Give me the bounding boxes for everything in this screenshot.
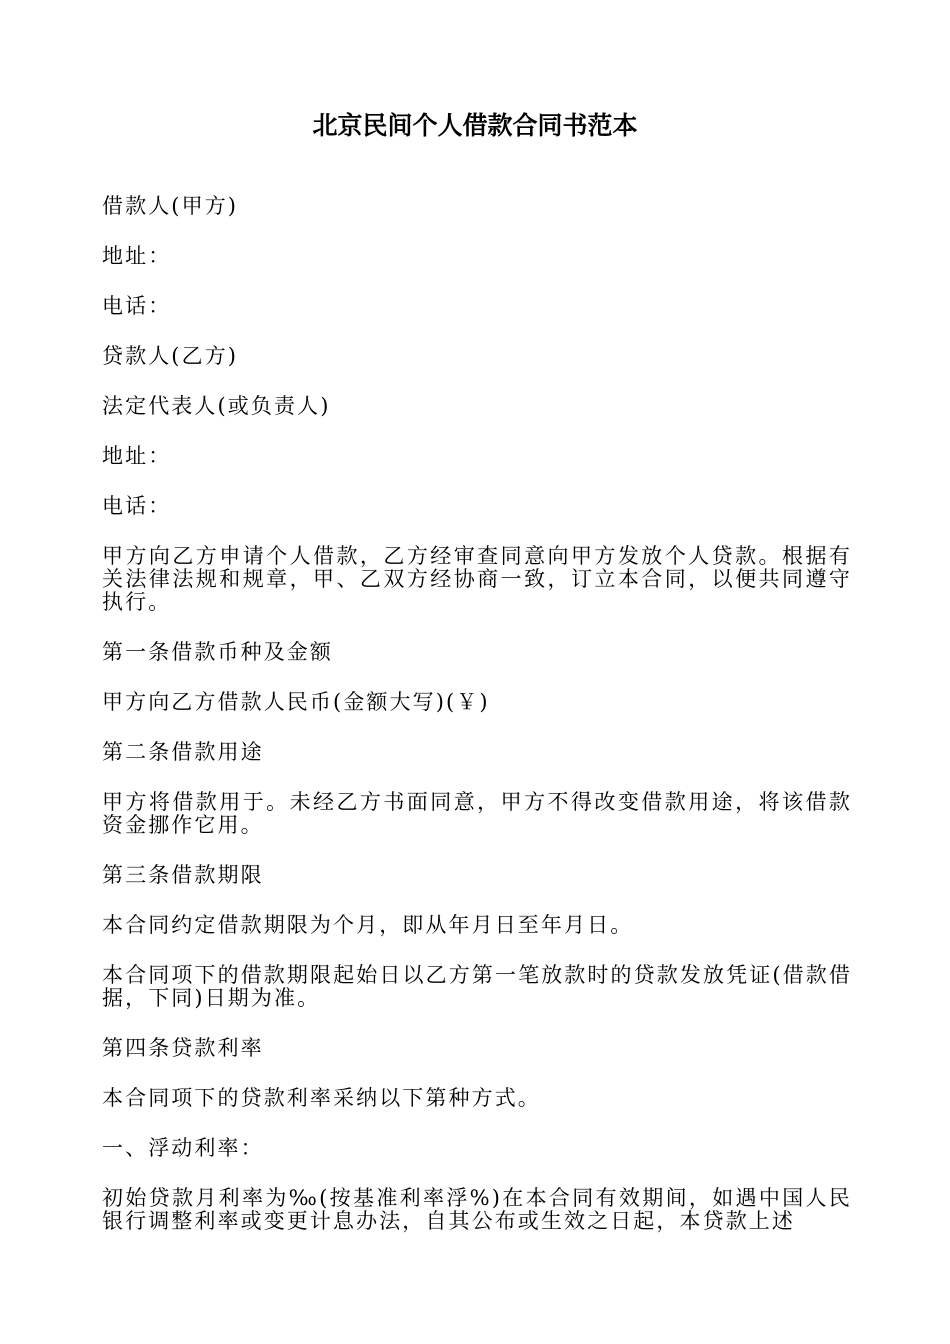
paragraph-lender: 贷款人(乙方) bbox=[102, 344, 239, 368]
document-body bbox=[102, 195, 852, 1260]
paragraph-loan-amount: 甲方向乙方借款人民币(金额大写)(￥) bbox=[102, 690, 490, 714]
paragraph-borrower-address: 地址： bbox=[102, 244, 172, 268]
clause-heading-4: 第四条贷款利率 bbox=[102, 1036, 264, 1060]
paragraph-borrower-phone: 电话： bbox=[102, 294, 172, 318]
paragraph-floating-rate-detail: 初始贷款月利率为‰(按基准利率浮%)在本合同有效期间，如遇中国人民银行调整利率或变更计息办法，自其公布或生效之日起，本贷款上述 bbox=[102, 1186, 852, 1233]
paragraph-lender-phone: 电话： bbox=[102, 494, 172, 518]
paragraph-borrower: 借款人(甲方) bbox=[102, 194, 239, 218]
paragraph-loan-purpose: 甲方将借款用于。未经乙方书面同意，甲方不得改变借款用途，将该借款资金挪作它用。 bbox=[102, 790, 852, 837]
paragraph-term-start: 本合同项下的借款期限起始日以乙方第一笔放款时的贷款发放凭证(借款借据，下同)日期为准。 bbox=[102, 963, 852, 1010]
clause-heading-3: 第三条借款期限 bbox=[102, 863, 264, 887]
clause-heading-2: 第二条借款用途 bbox=[102, 740, 264, 764]
paragraph-floating-rate-heading: 一、浮动利率： bbox=[102, 1136, 264, 1160]
paragraph-legal-representative: 法定代表人(或负责人) bbox=[102, 394, 331, 418]
document-title: 北京民间个人借款合同书范本 bbox=[312, 111, 638, 140]
paragraph-rate-method: 本合同项下的贷款利率采纳以下第种方式。 bbox=[102, 1086, 541, 1110]
paragraph-preamble: 甲方向乙方申请个人借款，乙方经审查同意向甲方发放个人贷款。根据有关法律法规和规章，甲、乙双方经协商一致，订立本合同，以便共同遵守执行。 bbox=[102, 544, 852, 614]
clause-heading-1: 第一条借款币种及金额 bbox=[102, 640, 333, 664]
paragraph-lender-address: 地址： bbox=[102, 444, 172, 468]
paragraph-loan-term: 本合同约定借款期限为个月，即从年月日至年月日。 bbox=[102, 913, 634, 937]
